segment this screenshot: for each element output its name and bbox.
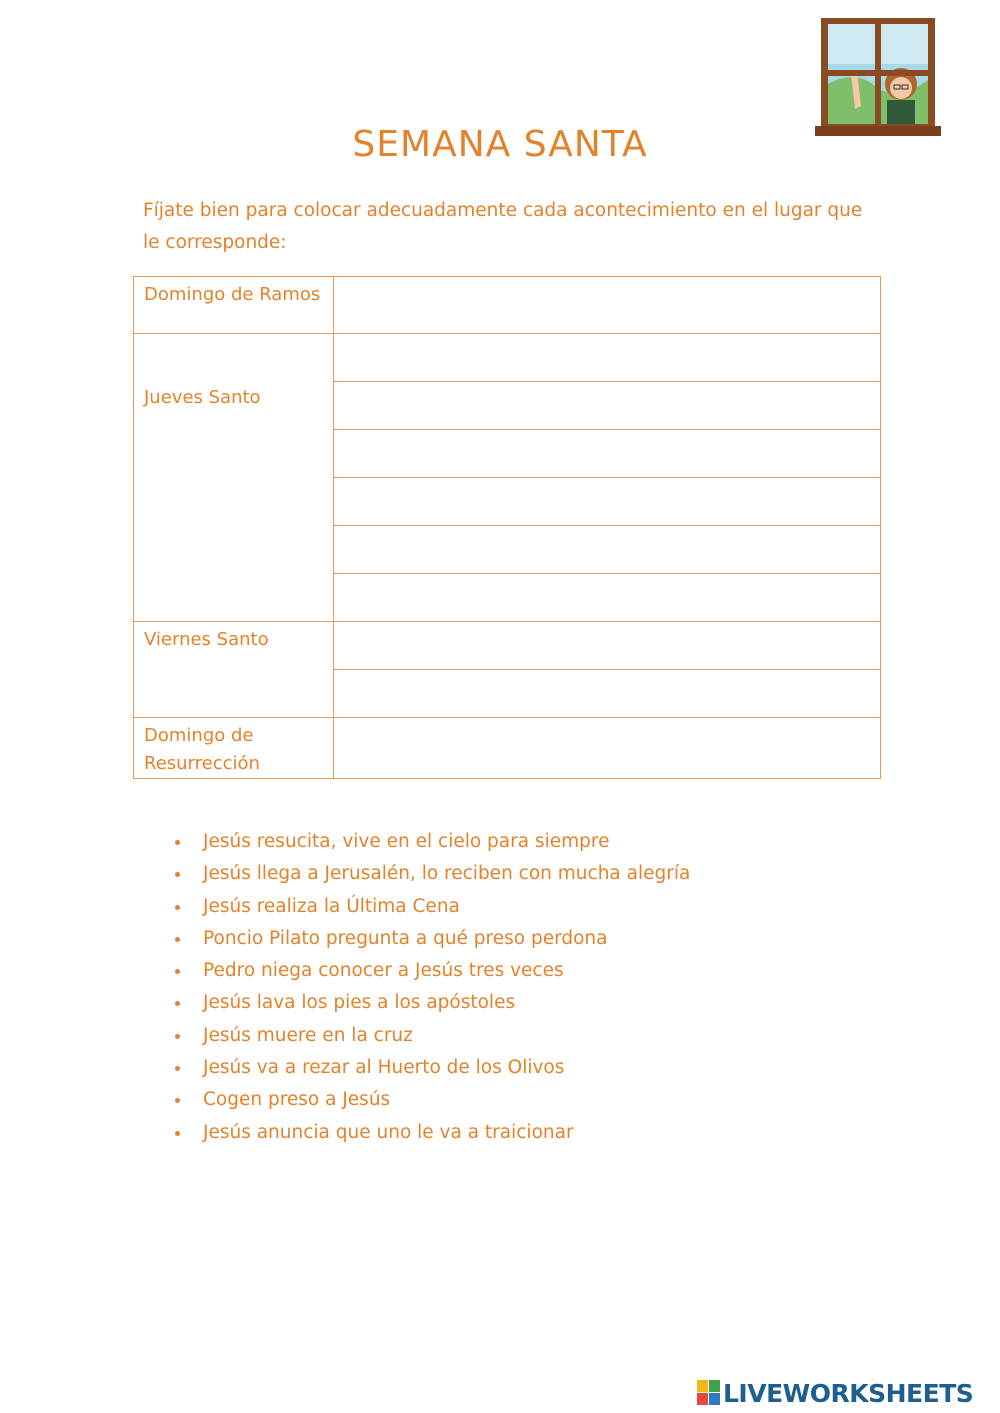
event-item[interactable] <box>175 1052 690 1084</box>
bullet-icon <box>175 1066 180 1071</box>
window-illustration <box>815 14 941 140</box>
event-text: Jesús lava los pies a los apóstoles <box>203 992 516 1014</box>
bullet-icon <box>175 1131 180 1136</box>
drop-slot-viernes-2[interactable] <box>334 670 881 718</box>
drop-slot-jueves-1[interactable] <box>334 334 881 382</box>
event-text: Poncio Pilato pregunta a qué preso perdona <box>203 927 608 949</box>
bullet-icon <box>175 872 180 877</box>
drop-slot-resurreccion-1[interactable] <box>334 718 881 779</box>
drop-slot-ramos-1[interactable] <box>334 277 881 334</box>
holy-week-table <box>133 276 881 779</box>
event-item[interactable] <box>175 1020 690 1052</box>
event-text: Jesús muere en la cruz <box>203 1024 413 1046</box>
page-title: SEMANA SANTA <box>352 124 648 165</box>
bullet-icon <box>175 1001 180 1006</box>
event-item[interactable] <box>175 858 690 890</box>
day-cell-domingo-de-resurreccion <box>134 718 334 779</box>
drop-slot-jueves-3[interactable] <box>334 430 881 478</box>
event-text: Jesús anuncia que uno le va a traicionar <box>203 1121 574 1143</box>
instructions-text: Fíjate bien para colocar adecuadamente cada acontecimiento en el lugar que le corresponde: <box>143 200 863 253</box>
drop-slot-jueves-6[interactable] <box>334 574 881 622</box>
day-cell-viernes-santo <box>134 622 334 718</box>
bullet-icon <box>175 1034 180 1039</box>
bullet-icon <box>175 905 180 910</box>
day-label: Domingo de Ramos <box>144 284 321 305</box>
bullet-icon <box>175 969 180 974</box>
bullet-icon <box>175 840 180 845</box>
liveworksheets-logo <box>697 1378 973 1408</box>
day-label: Domingo de Resurrección <box>144 725 260 774</box>
bullet-icon <box>175 1098 180 1103</box>
drop-slot-viernes-1[interactable] <box>334 622 881 670</box>
logo-text: LIVEWORKSHEETS <box>723 1378 974 1408</box>
event-text: Jesús va a rezar al Huerto de los Olivos <box>203 1057 565 1079</box>
event-text: Jesús realiza la Última Cena <box>203 895 460 917</box>
event-item[interactable] <box>175 923 690 955</box>
day-cell-jueves-santo <box>134 334 334 622</box>
event-item[interactable] <box>175 987 690 1019</box>
day-label: Jueves Santo <box>144 387 261 408</box>
event-item[interactable] <box>175 826 690 858</box>
drop-slot-jueves-5[interactable] <box>334 526 881 574</box>
event-item[interactable] <box>175 1084 690 1116</box>
day-cell-domingo-de-ramos <box>134 277 334 334</box>
drop-slot-jueves-4[interactable] <box>334 478 881 526</box>
event-text: Cogen preso a Jesús <box>203 1089 391 1111</box>
liveworksheets-blocks-icon <box>697 1380 721 1406</box>
event-text: Jesús llega a Jerusalén, lo reciben con mucha alegría <box>203 863 691 885</box>
day-label: Viernes Santo <box>144 629 269 650</box>
event-item[interactable] <box>175 955 690 987</box>
bullet-icon <box>175 937 180 942</box>
event-item[interactable] <box>175 1117 690 1149</box>
event-item[interactable] <box>175 891 690 923</box>
event-text: Pedro niega conocer a Jesús tres veces <box>203 960 564 982</box>
events-list <box>175 826 690 1149</box>
drop-slot-jueves-2[interactable] <box>334 382 881 430</box>
event-text: Jesús resucita, vive en el cielo para siempre <box>203 831 610 852</box>
